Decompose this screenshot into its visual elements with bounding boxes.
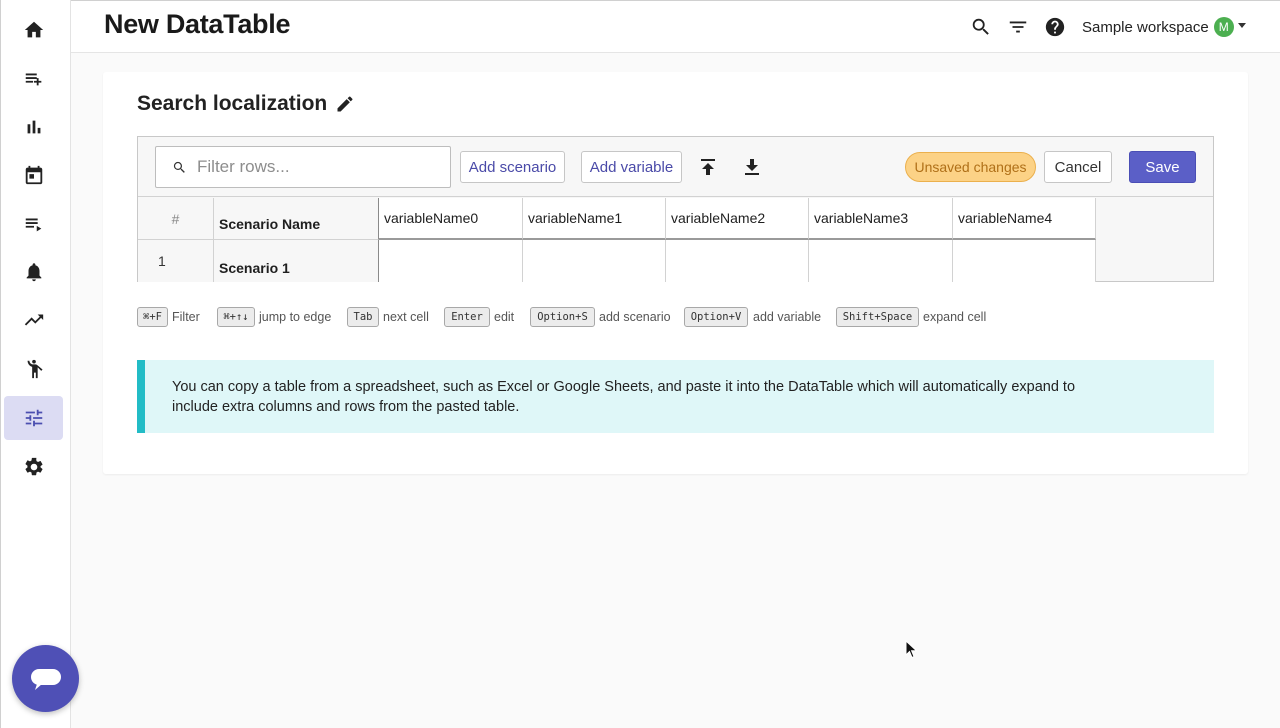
sidebar-item-settings[interactable] — [4, 445, 63, 489]
filter-icon — [1007, 16, 1029, 38]
variable-header[interactable]: variableName4 — [953, 198, 1096, 240]
shortcut-label: edit — [494, 310, 515, 324]
search-icon — [970, 16, 992, 38]
sidebar — [0, 0, 71, 728]
calendar-icon — [23, 164, 45, 186]
datatable-name: Search localization — [137, 92, 328, 115]
shortcut-key: Shift+Space — [836, 307, 919, 327]
bell-icon — [23, 261, 45, 283]
bar-chart-icon — [23, 116, 45, 138]
sidebar-item-accessibility[interactable] — [4, 347, 63, 391]
row-index: 1 — [138, 240, 214, 282]
mouse-cursor-icon — [905, 640, 919, 660]
edit-name-button[interactable] — [335, 94, 355, 114]
filter-rows-input[interactable] — [197, 157, 437, 177]
chat-icon — [29, 667, 63, 691]
shortcut-key: Tab — [347, 307, 379, 327]
table-cell[interactable] — [953, 240, 1096, 282]
chat-button[interactable] — [12, 645, 79, 712]
download-button[interactable] — [740, 155, 764, 179]
shortcut-label: jump to edge — [259, 310, 332, 324]
variable-header[interactable]: variableName3 — [809, 198, 953, 240]
table-toolbar — [138, 137, 1213, 197]
shortcut-label: add variable — [753, 310, 822, 324]
unsaved-changes-badge: Unsaved changes — [905, 152, 1036, 182]
shortcut-label: next cell — [383, 310, 429, 324]
home-icon — [23, 19, 45, 41]
shortcut-key: Enter — [444, 307, 490, 327]
variable-header[interactable]: variableName2 — [666, 198, 809, 240]
sidebar-item-queue[interactable] — [4, 202, 63, 246]
shortcut-label: expand cell — [923, 310, 987, 324]
cancel-button[interactable]: Cancel — [1044, 151, 1112, 183]
table-cell[interactable] — [666, 240, 809, 282]
shortcut-label: Filter — [172, 310, 200, 324]
search-button[interactable] — [969, 15, 993, 39]
accessibility-icon — [23, 358, 45, 380]
variable-header[interactable]: variableName0 — [379, 198, 523, 240]
datatable-card — [103, 72, 1248, 474]
shortcut-label: add scenario — [599, 310, 671, 324]
shortcut-key: Option+S — [530, 307, 595, 327]
shortcut-key: ⌘+↑↓ — [217, 307, 255, 327]
sidebar-item-playlist-add[interactable] — [4, 57, 63, 101]
sidebar-item-notifications[interactable] — [4, 250, 63, 294]
sidebar-item-tune[interactable] — [4, 396, 63, 440]
variable-header[interactable]: variableName1 — [523, 198, 666, 240]
upload-icon — [696, 155, 720, 179]
scenario-name-cell[interactable]: Scenario 1 — [214, 240, 379, 282]
index-column-header: # — [138, 198, 214, 240]
shortcut-key: Option+V — [684, 307, 748, 327]
paste-info-banner — [137, 360, 1214, 433]
sidebar-item-trends[interactable] — [4, 298, 63, 342]
download-icon — [740, 155, 764, 179]
pencil-icon — [335, 94, 355, 114]
help-button[interactable] — [1043, 15, 1067, 39]
filter-button[interactable] — [1006, 15, 1030, 39]
queue-play-icon — [23, 213, 45, 235]
top-header — [71, 0, 1280, 53]
table-cell[interactable] — [379, 240, 523, 282]
scenario-name-header: Scenario Name — [214, 198, 379, 240]
save-button[interactable]: Save — [1129, 151, 1196, 183]
avatar: M — [1214, 17, 1234, 37]
trending-up-icon — [23, 309, 45, 331]
table-cell[interactable] — [523, 240, 666, 282]
help-icon — [1044, 16, 1066, 38]
sidebar-item-home[interactable] — [4, 8, 63, 52]
sidebar-item-reports[interactable] — [4, 105, 63, 149]
caret-down-icon — [1238, 23, 1246, 28]
shortcut-key: ⌘+F — [137, 307, 168, 327]
add-variable-button[interactable]: Add variable — [581, 151, 682, 183]
upload-button[interactable] — [696, 155, 720, 179]
gear-icon — [23, 456, 45, 478]
table-cell[interactable] — [809, 240, 953, 282]
info-text: You can copy a table from a spreadsheet, such as Excel or Google Sheets, and paste it into the DataTable which will automatically expand to include extra columns and rows from the pasted table. — [172, 379, 1076, 415]
filter-rows-box[interactable] — [155, 146, 451, 188]
playlist-add-icon — [23, 68, 45, 90]
tune-icon — [23, 407, 45, 429]
search-icon — [172, 160, 187, 175]
data-grid — [138, 198, 1213, 282]
workspace-switcher[interactable] — [1082, 17, 1246, 37]
datatable — [137, 136, 1214, 282]
sidebar-item-calendar[interactable] — [4, 153, 63, 197]
add-scenario-button[interactable]: Add scenario — [460, 151, 565, 183]
page-title: New DataTable — [104, 9, 291, 39]
workspace-name: Sample workspace — [1082, 18, 1209, 36]
